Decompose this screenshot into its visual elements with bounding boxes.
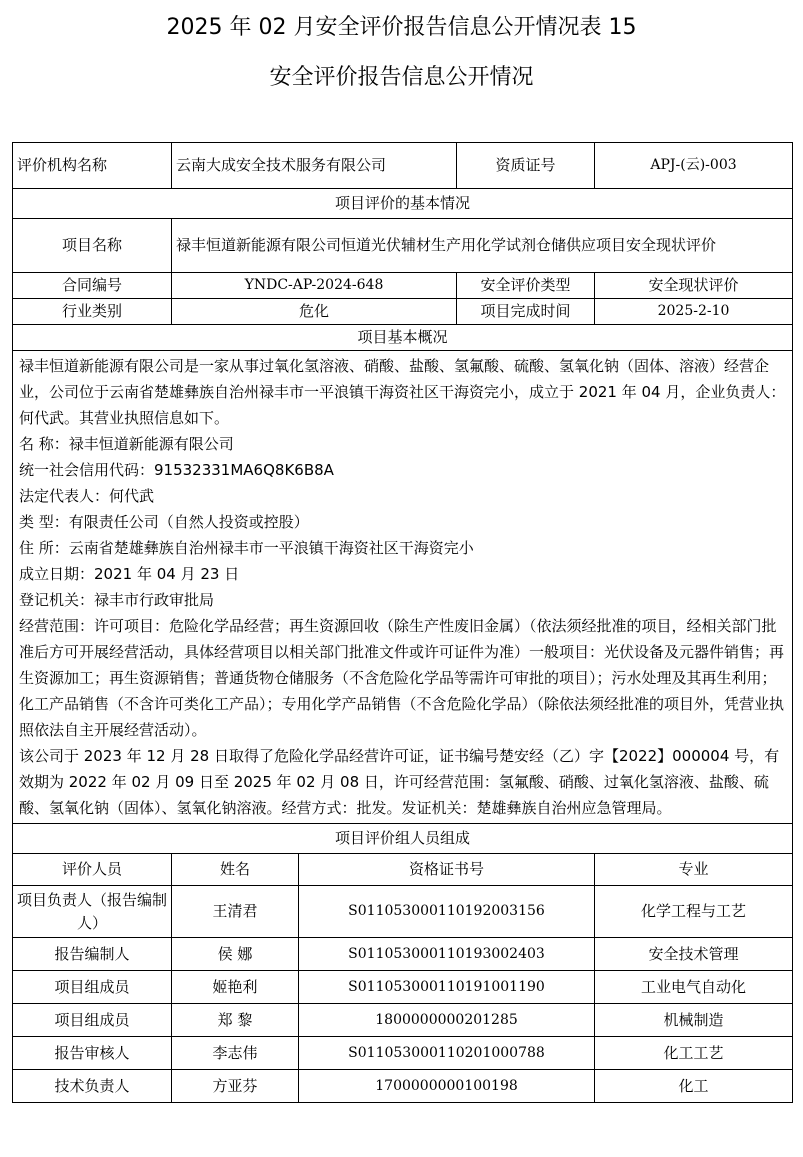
finish-value: 2025-2-10	[595, 299, 793, 325]
cert-label: 资质证号	[457, 143, 595, 189]
member-major: 化工工艺	[595, 1037, 793, 1070]
basic-section-header: 项目评价的基本情况	[13, 189, 793, 219]
permit-info: 该公司于 2023 年 12 月 28 日取得了危险化学品经营许可证，证书编号楚安经（乙）字【2022】000004 号，有效期为 2022 年 02 月 09 日至 2025 年 02 月 08 日，许可经营范围：氢氟酸、硝酸、过氧化氢溶液、盐酸、硫酸、氢氧化钠（固体）、氢氧化钠溶液。经营方式：批发。发证机关：楚雄彝族自治州应急管理局。	[19, 747, 780, 817]
overview-section-row	[13, 325, 793, 351]
table-row	[13, 971, 793, 1004]
business-scope: 经营范围：许可项目：危险化学品经营；再生资源回收（除生产性废旧金属）（依法须经批准的项目，经相关部门批准后方可开展经营活动，具体经营项目以相关部门批准文件或许可证件为准）一般项目：光伏设备及元器件销售；再生资源加工；再生资源销售；普通货物仓储服务（不含危险化学品等需许可审批的项目）；污水处理及其再生利用；化工产品销售（不含许可类化工产品）；专用化学产品销售（不含危险化学品）（除依法须经批准的项目外，凭营业执照依法自主开展经营活动）。	[19, 617, 785, 739]
member-cert: S011053000110201000788	[299, 1037, 595, 1070]
org-row	[13, 143, 793, 189]
member-name: 方亚芬	[172, 1070, 299, 1103]
member-role: 项目负责人（报告编制人）	[13, 886, 172, 938]
member-role: 报告审核人	[13, 1037, 172, 1070]
member-major: 化工	[595, 1070, 793, 1103]
member-cert: 1700000000100198	[299, 1070, 595, 1103]
project-name-row	[13, 219, 793, 273]
license-founded: 成立日期：2021 年 04 月 23 日	[19, 565, 240, 583]
project-name-value: 禄丰恒道新能源有限公司恒道光伏辅材生产用化学试剂仓储供应项目安全现状评价	[172, 219, 793, 273]
member-name: 姬艳利	[172, 971, 299, 1004]
member-role: 技术负责人	[13, 1070, 172, 1103]
member-major: 机械制造	[595, 1004, 793, 1037]
table-row	[13, 938, 793, 971]
member-role: 项目组成员	[13, 971, 172, 1004]
license-address: 住 所：云南省楚雄彝族自治州禄丰市一平浪镇干海资社区干海资完小	[19, 539, 474, 557]
team-col-major: 专业	[595, 854, 793, 886]
member-name: 郑 黎	[172, 1004, 299, 1037]
license-type: 类 型：有限责任公司（自然人投资或控股）	[19, 513, 309, 531]
license-credit-code: 统一社会信用代码：91532331MA6Q8K6B8A	[19, 461, 334, 479]
table-row	[13, 1004, 793, 1037]
member-cert: 1800000000201285	[299, 1004, 595, 1037]
contract-row	[13, 273, 793, 299]
page-subtitle: 安全评价报告信息公开情况	[269, 65, 534, 90]
eval-type-value: 安全现状评价	[595, 273, 793, 299]
overview-body	[13, 351, 793, 824]
member-role: 报告编制人	[13, 938, 172, 971]
member-name: 李志伟	[172, 1037, 299, 1070]
team-col-name: 姓名	[172, 854, 299, 886]
cert-value: APJ-(云)-003	[595, 143, 793, 189]
org-value: 云南大成安全技术服务有限公司	[172, 143, 457, 189]
finish-label: 项目完成时间	[457, 299, 595, 325]
overview-body-row	[13, 351, 793, 824]
project-name-label: 项目名称	[13, 219, 172, 273]
license-legal-rep: 法定代表人：何代武	[19, 487, 155, 505]
org-label: 评价机构名称	[13, 143, 172, 189]
table-row	[13, 1037, 793, 1070]
contract-value: YNDC-AP-2024-648	[172, 273, 457, 299]
team-section-header: 项目评价组人员组成	[13, 824, 793, 854]
team-col-role: 评价人员	[13, 854, 172, 886]
member-major: 安全技术管理	[595, 938, 793, 971]
industry-value: 危化	[172, 299, 457, 325]
team-col-cert: 资格证书号	[299, 854, 595, 886]
disclosure-table	[12, 142, 793, 1103]
overview-intro: 禄丰恒道新能源有限公司是一家从事过氧化氢溶液、硝酸、盐酸、氢氟酸、硫酸、氢氧化钠（固体、溶液）经营企业，公司位于云南省楚雄彝族自治州禄丰市一平浪镇干海资社区干海资完小，成立于 2021 年 04 月，企业负责人：何代武。其营业执照信息如下。	[19, 357, 786, 427]
table-row	[13, 886, 793, 938]
member-name: 侯 娜	[172, 938, 299, 971]
member-major: 化学工程与工艺	[595, 886, 793, 938]
member-cert: S011053000110192003156	[299, 886, 595, 938]
license-name: 名 称：禄丰恒道新能源有限公司	[19, 435, 234, 453]
license-authority: 登记机关：禄丰市行政审批局	[19, 591, 215, 609]
page-title: 2025 年 02 月安全评价报告信息公开情况表 15	[166, 15, 637, 40]
team-section-row	[13, 824, 793, 854]
overview-section-header: 项目基本概况	[13, 325, 793, 351]
member-major: 工业电气自动化	[595, 971, 793, 1004]
eval-type-label: 安全评价类型	[457, 273, 595, 299]
contract-label: 合同编号	[13, 273, 172, 299]
team-header-row	[13, 854, 793, 886]
basic-section-row	[13, 189, 793, 219]
member-role: 项目组成员	[13, 1004, 172, 1037]
industry-label: 行业类别	[13, 299, 172, 325]
industry-row	[13, 299, 793, 325]
member-name: 王清君	[172, 886, 299, 938]
member-cert: S011053000110191001190	[299, 971, 595, 1004]
member-cert: S011053000110193002403	[299, 938, 595, 971]
table-row	[13, 1070, 793, 1103]
